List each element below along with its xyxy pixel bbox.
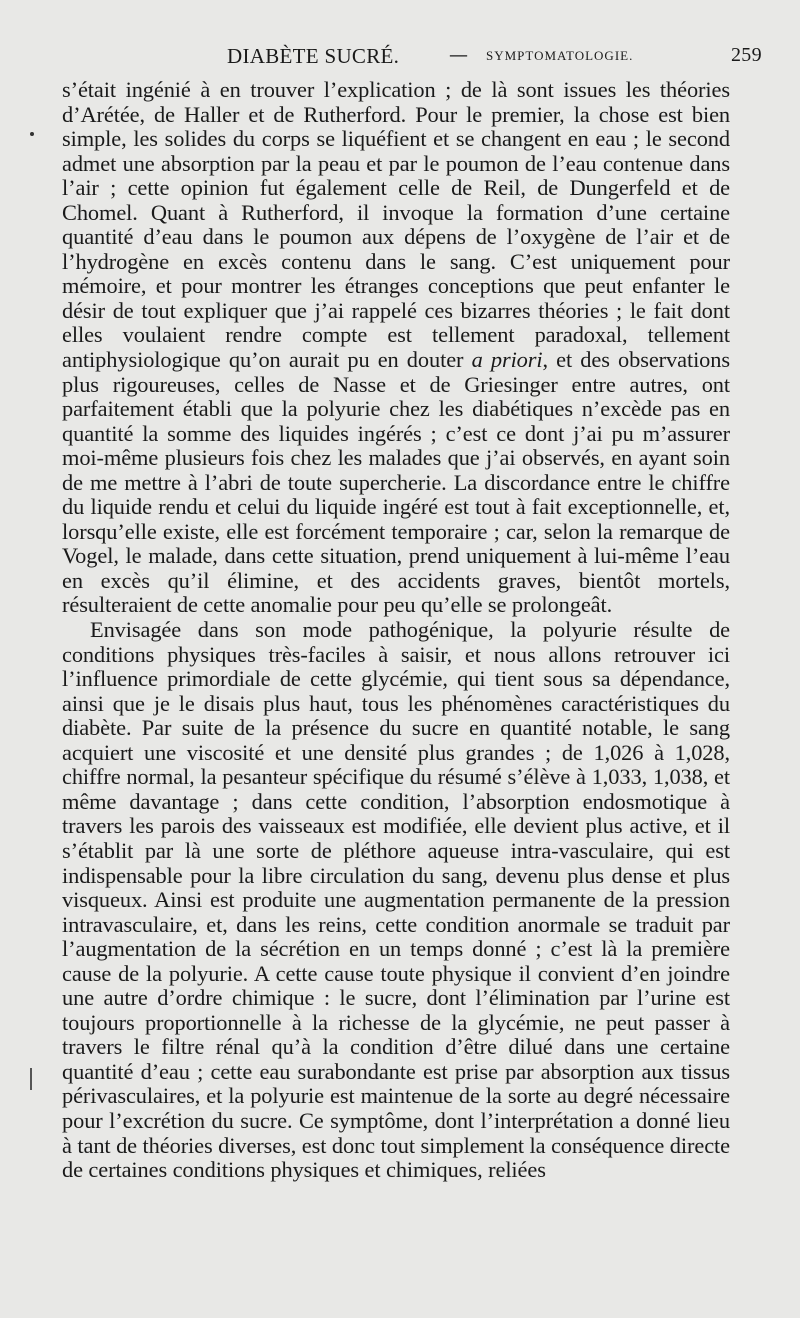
paragraph-1 xyxy=(62,78,730,618)
paragraph-2: Envisagée dans son mode pathogénique, la polyurie résulte de conditions physiques très-faciles à saisir, et nous allons retrouver ici l’influence primordiale de cette glycémie, qui tient sous sa dépendance, ainsi que je le disais plus haut, tous les phénomènes caractéristiques du diabète. Par suite de la présence du sucre en quantité notable, le sang acquiert une viscosité et une densité plus grandes ; de 1,026 à 1,028, chiffre normal, la pesanteur spécifique du résumé s’élève à 1,033, 1,038, et même davantage ; dans cette condition, l’absorption endosmotique à travers les parois des vaisseaux est modifiée, elle devient plus active, et il s’établit par là une sorte de pléthore aqueuse intra-vasculaire, qui est indispensable pour la libre circulation du sang, devenu plus dense et plus visqueux. Ainsi est produite une augmentation permanente de la pression intravasculaire, et, dans les reins, cette condition anormale se traduit par l’augmentation de la sécrétion en un temps donné ; c’est là la première cause de la polyurie. A cette cause toute physique il convient d’en joindre une autre d’ordre chimique : le sucre, dont l’élimination par l’urine est toujours proportionnelle à la richesse de la glycémie, ne peut passer à travers le filtre rénal qu’à la condition d’être dilué dans une certaine quantité d’eau ; cette eau surabondante est prise par absorption aux tissus périvasculaires, et la polyurie est maintenue de la sorte au degré nécessaire pour l’excrétion du sucre. Ce symptôme, dont l’interprétation a donné lieu à tant de théories diverses, est donc tout simplement la conséquence directe de certaines conditions physiques et chimiques, reliées xyxy=(62,617,730,1183)
header-title: DIABÈTE SUCRÉ. xyxy=(227,44,400,68)
header-section: SYMPTOMATOLOGIE. xyxy=(486,48,634,63)
running-header xyxy=(62,40,762,70)
body-text xyxy=(62,78,730,1183)
margin-tick xyxy=(30,1068,32,1090)
header-dash: — xyxy=(449,44,469,66)
paragraph-1-start: s’était ingénié à en trouver l’explication ; de là sont issues les théories d’Arétée, de Haller et de Rutherford. Pour le premier, la chose est bien simple, les solides du corps se liquéfient et se changent en eau ; le second admet une absorption par la peau et par le poumon de l’eau contenue dans l’air ; cette opinion fut également celle de Reil, de Dungerfeld et de Chomel. Quant à Rutherford, il invoque la formation d’une certaine quantité d’eau dans le poumon aux dépens de l’oxygène de l’air et de l’hydrogène en excès contenu dans le sang. C’est uniquement pour mémoire, et pour montrer les étranges conceptions que peut enfanter le désir de tout expliquer que j’ai rappelé ces bizarres théories ; le fait dont elles voulaient rendre compte est tellement paradoxal, tellement antiphysiologique qu’on aurait pu en douter xyxy=(62,77,730,373)
paragraph-1-end: , et des observations plus rigoureuses, celles de Nasse et de Griesinger entre autres, ont parfaitement établi que la polyurie chez les diabétiques n’excède pas en quantité la somme des liquides ingérés ; c’est ce dont j’ai pu m’assurer moi-même plusieurs fois chez les malades que j’ai observés, en ayant soin de me mettre à l’abri de toute supercherie. La discordance entre le chiffre du liquide rendu et celui du liquide ingéré est tout à fait exceptionnelle, et, lorsqu’elle existe, elle est forcément temporaire ; car, selon la remarque de Vogel, le malade, dans cette situation, prend uniquement à lui-même l’eau en excès qu’il élimine, et des accidents graves, bientôt mortels, résulteraient de cette anomalie pour peu qu’elle se prolongeât. xyxy=(62,347,730,618)
page-number: 259 xyxy=(731,44,762,66)
margin-dot xyxy=(30,132,34,136)
italic-a-priori: a priori xyxy=(471,347,543,373)
